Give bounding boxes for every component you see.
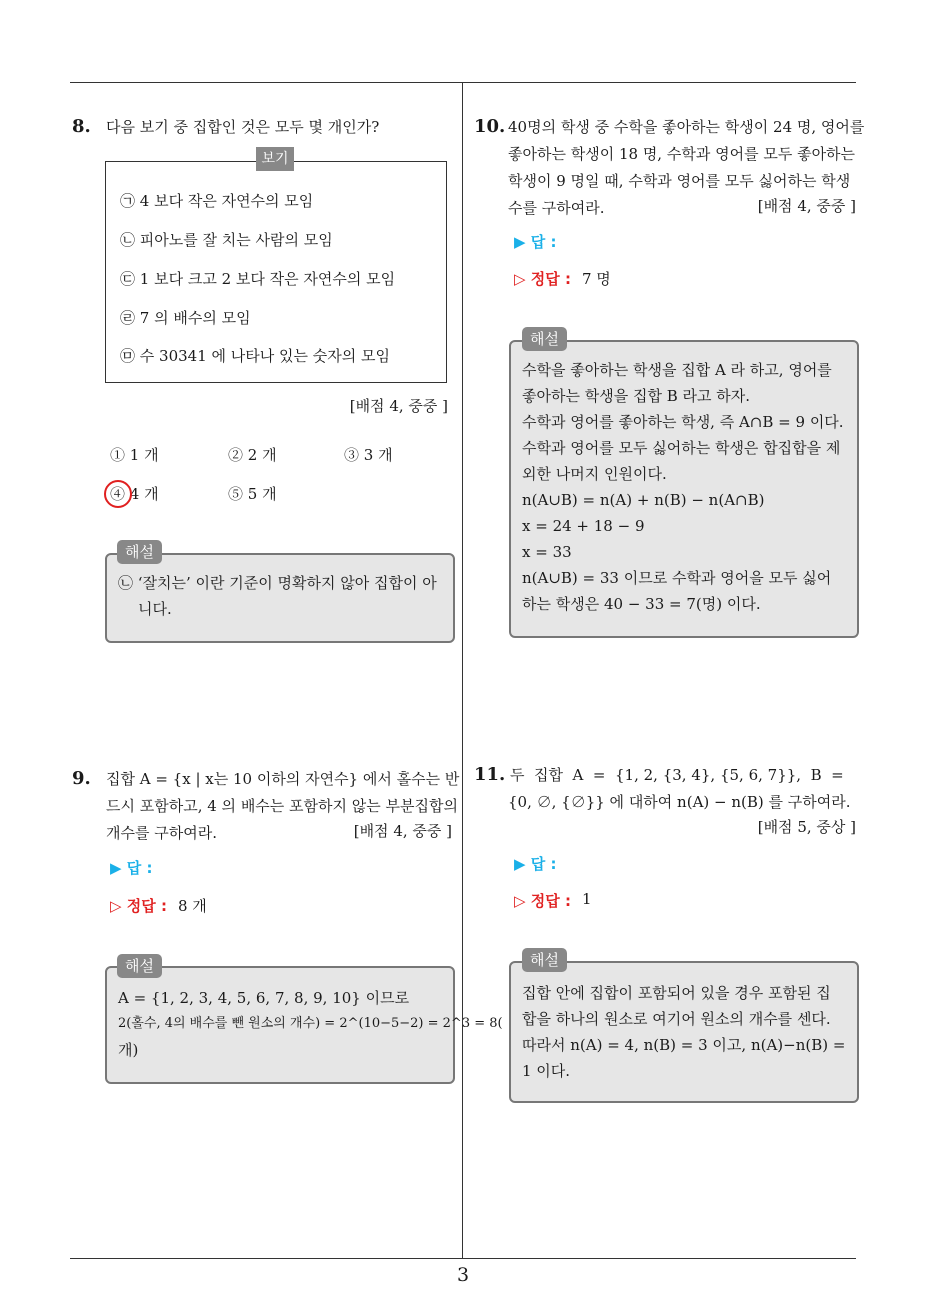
solution-line: 수학과 영어를 모두 싫어하는 학생은 합집합을 제 (522, 439, 841, 457)
solution-line: 좋아하는 학생을 집합 B 라고 하자. (522, 387, 751, 405)
solution-line: 따라서 n(A) = 4, n(B) = 3 이고, n(A)−n(B) = (522, 1036, 846, 1054)
solution-line: 합을 하나의 원소로 여기어 원소의 개수를 센다. (522, 1010, 831, 1028)
correct-label-q11: ▷ 정답 : (514, 892, 571, 910)
solution-line: ㉡ ‘잘치는’ 이란 기준이 명확하지 않아 집합이 아 (118, 574, 437, 592)
answer-input-q9[interactable]: ▶ 답 : (110, 859, 153, 877)
solution-line: x = 24 + 18 − 9 (522, 517, 645, 535)
solution-line: n(A∪B) = n(A) + n(B) − n(A∩B) (522, 491, 765, 509)
question-10-line: 수를 구하여라. (508, 199, 605, 217)
question-11-line: {0, ∅, {∅}} 에 대하여 n(A) − n(B) 를 구하여라. (508, 793, 851, 811)
solution-line: A = {1, 2, 3, 4, 5, 6, 7, 8, 9, 10} 이므로 (118, 989, 410, 1007)
solution-line: 개) (118, 1041, 139, 1059)
solution-title-q10: 해설 (522, 327, 567, 351)
solution-title-q8: 해설 (117, 540, 162, 564)
question-11-number: 11. (474, 764, 506, 785)
choice-1[interactable]: ① 1 개 (110, 446, 159, 464)
question-11-score: [배점 5, 중상 ] (757, 818, 856, 836)
bogi-title: 보기 (256, 147, 294, 171)
correct-label-q9: ▷ 정답 : (110, 897, 167, 915)
bogi-item: ㉤ 수 30341 에 나타나 있는 숫자의 모임 (120, 347, 390, 365)
solution-line: n(A∪B) = 33 이므로 수학과 영어을 모두 싫어 (522, 569, 832, 587)
solution-line: 수학과 영어를 좋아하는 학생, 즉 A∩B = 9 이다. (522, 413, 844, 431)
choice-4[interactable]: ④ 4 개 (110, 485, 159, 503)
solution-line: 외한 나머지 인원이다. (522, 465, 667, 483)
question-10-line: 좋아하는 학생이 18 명, 수학과 영어를 모두 좋아하는 (508, 145, 856, 163)
solution-line: 니다. (138, 600, 172, 618)
question-10-line: 40명의 학생 중 수학을 좋아하는 학생이 24 명, 영어를 (508, 118, 865, 136)
page-number: 3 (456, 1264, 470, 1286)
bottom-rule (70, 1258, 856, 1259)
question-10-number: 10. (474, 116, 506, 137)
question-9-score: [배점 4, 중중 ] (353, 822, 452, 840)
bogi-item: ㉣ 7 의 배수의 모임 (120, 309, 251, 327)
column-divider (462, 83, 463, 1258)
question-8-text: 다음 보기 중 집합인 것은 모두 몇 개인가? (106, 118, 380, 136)
solution-title-q11: 해설 (522, 948, 567, 972)
solution-line: 하는 학생은 40 − 33 = 7(명) 이다. (522, 595, 761, 613)
top-rule (70, 82, 856, 83)
correct-label-q10: ▷ 정답 : (514, 270, 571, 288)
choice-5[interactable]: ⑤ 5 개 (228, 485, 277, 503)
question-9-line: 드시 포함하고, 4 의 배수는 포함하지 않는 부분집합의 (106, 797, 458, 815)
solution-title-q9: 해설 (117, 954, 162, 978)
selected-answer-circle-icon (104, 480, 132, 508)
question-9-line: 집합 A = {x | x는 10 이하의 자연수} 에서 홀수는 반 (106, 770, 460, 788)
solution-line: x = 33 (522, 543, 572, 561)
choice-3[interactable]: ③ 3 개 (344, 446, 393, 464)
question-9-line: 개수를 구하여라. (106, 824, 217, 842)
question-10-line: 학생이 9 명일 때, 수학과 영어를 모두 싫어하는 학생 (508, 172, 851, 190)
correct-value-q10: 7 명 (582, 270, 611, 288)
question-9-number: 9. (72, 768, 91, 789)
correct-value-q11: 1 (582, 890, 592, 908)
answer-input-q11[interactable]: ▶ 답 : (514, 855, 557, 873)
bogi-item: ㉠ 4 보다 작은 자연수의 모임 (120, 192, 314, 210)
choice-2[interactable]: ② 2 개 (228, 446, 277, 464)
question-10-score: [배점 4, 중중 ] (757, 197, 856, 215)
question-8-number: 8. (72, 116, 91, 137)
solution-line: 2(홀수, 4의 배수를 뺀 원소의 개수) = 2^(10−5−2) = 2^3 = 8( (118, 1016, 503, 1031)
correct-value-q9: 8 개 (178, 897, 207, 915)
question-11-line: 두 집합 A = {1, 2, {3, 4}, {5, 6, 7}}, B = (510, 766, 844, 784)
bogi-item: ㉢ 1 보다 크고 2 보다 작은 자연수의 모임 (120, 270, 396, 288)
solution-line: 집합 안에 집합이 포함되어 있을 경우 포함된 집 (522, 984, 831, 1002)
answer-input-q10[interactable]: ▶ 답 : (514, 233, 557, 251)
question-8-score: [배점 4, 중중 ] (349, 397, 448, 415)
solution-line: 1 이다. (522, 1062, 571, 1080)
bogi-item: ㉡ 피아노를 잘 치는 사람의 모임 (120, 231, 333, 249)
solution-line: 수학을 좋아하는 학생을 집합 A 라 하고, 영어를 (522, 361, 832, 379)
